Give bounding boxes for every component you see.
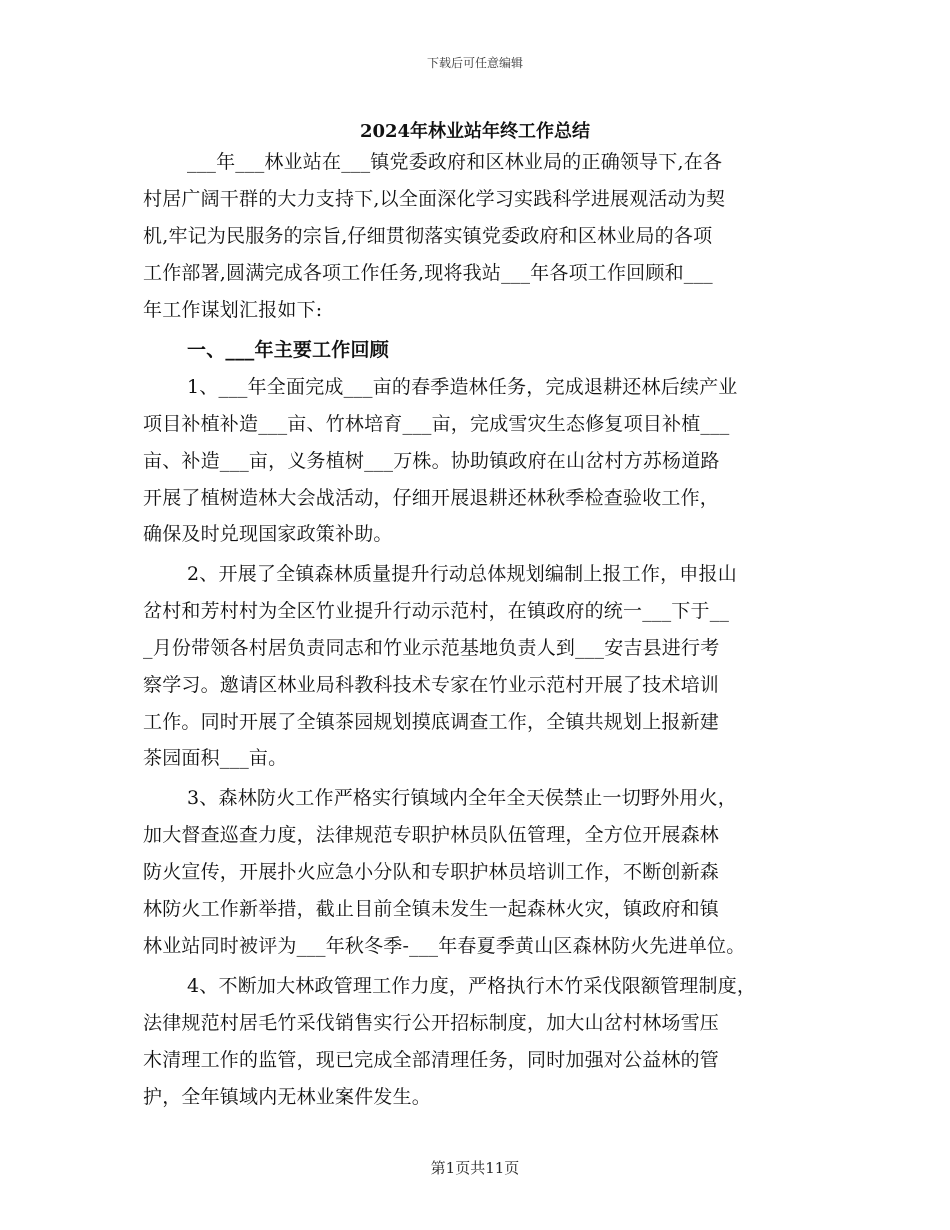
paragraph-line: 2、开展了全镇森林质量提升行动总体规划编制上报工作，申报山 <box>187 563 737 585</box>
paragraph-line: 察学习。邀请区林业局科教科技术专家在竹业示范村开展了技术培训 <box>143 674 720 696</box>
page-number: 第1页共11页 <box>430 1159 520 1177</box>
paragraph-line: _月份带领各村居负责同志和竹业示范基地负责人到___安吉县进行考 <box>143 637 720 659</box>
paragraph-line: 工作部署,圆满完成各项工作任务,现将我站___年各项工作回顾和___ <box>143 262 713 284</box>
paragraph-line: 岔村和芳村村为全区竹业提升行动示范村，在镇政府的统一___下于__ <box>143 600 730 622</box>
paragraph-line: 防火宣传，开展扑火应急小分队和专职护林员培训工作，不断创新森 <box>143 861 720 883</box>
document-title: 2024年林业站年终工作总结 <box>359 121 591 142</box>
paragraph-line: 村居广阔干群的大力支持下,以全面深化学习实践科学进展观活动为契 <box>143 188 726 210</box>
paragraph-line: 法律规范村居毛竹采伐销售实行公开招标制度，加大山岔村林场雪压 <box>143 1012 720 1034</box>
paragraph-line: 茶园面积___亩。 <box>143 747 288 769</box>
paragraph-line: 年工作谋划汇报如下: <box>143 299 323 321</box>
paragraph-line: 木清理工作的监管，现已完成全部清理任务，同时加强对公益林的管 <box>143 1049 720 1071</box>
paragraph-line: 亩、补造___亩，义务植树___万株。协助镇政府在山岔村方苏杨道路 <box>143 450 720 472</box>
section-heading: 一、___年主要工作回顾 <box>187 339 389 361</box>
paragraph-line: 确保及时兑现国家政策补助。 <box>143 523 393 545</box>
paragraph-line: 1、___年全面完成___亩的春季造林任务，完成退耕还林后续产业 <box>187 376 738 398</box>
paragraph-line: ___年___林业站在___镇党委政府和区林业局的正确领导下,在各 <box>187 151 723 173</box>
paragraph-line: 开展了植树造林大会战活动，仔细开展退耕还林秋季检查验收工作， <box>143 487 720 509</box>
paragraph-line: 项目补植补造___亩、竹林培育___亩，完成雪灾生态修复项目补植___ <box>143 413 730 435</box>
paragraph-line: 机,牢记为民服务的宗旨,仔细贯彻落实镇党委政府和区林业局的各项 <box>143 225 713 247</box>
paragraph-line: 3、森林防火工作严格实行镇域内全年全天侯禁止一切野外用火， <box>187 787 737 809</box>
paragraph-line: 林防火工作新举措，截止目前全镇未发生一起森林火灾，镇政府和镇 <box>143 898 720 920</box>
paragraph-line: 4、不断加大林政管理工作力度，严格执行木竹采伐限额管理制度， <box>187 975 757 997</box>
paragraph-line: 护，全年镇域内无林业案件发生。 <box>143 1086 432 1108</box>
page-header-note: 下载后可任意编辑 <box>426 56 523 70</box>
paragraph-line: 林业站同时被评为___年秋冬季-___年春夏季黄山区森林防火先进单位。 <box>143 935 746 957</box>
paragraph-line: 加大督查巡查力度，法律规范专职护林员队伍管理，全方位开展森林 <box>143 824 720 846</box>
paragraph-line: 工作。同时开展了全镇茶园规划摸底调查工作，全镇共规划上报新建 <box>143 711 720 733</box>
